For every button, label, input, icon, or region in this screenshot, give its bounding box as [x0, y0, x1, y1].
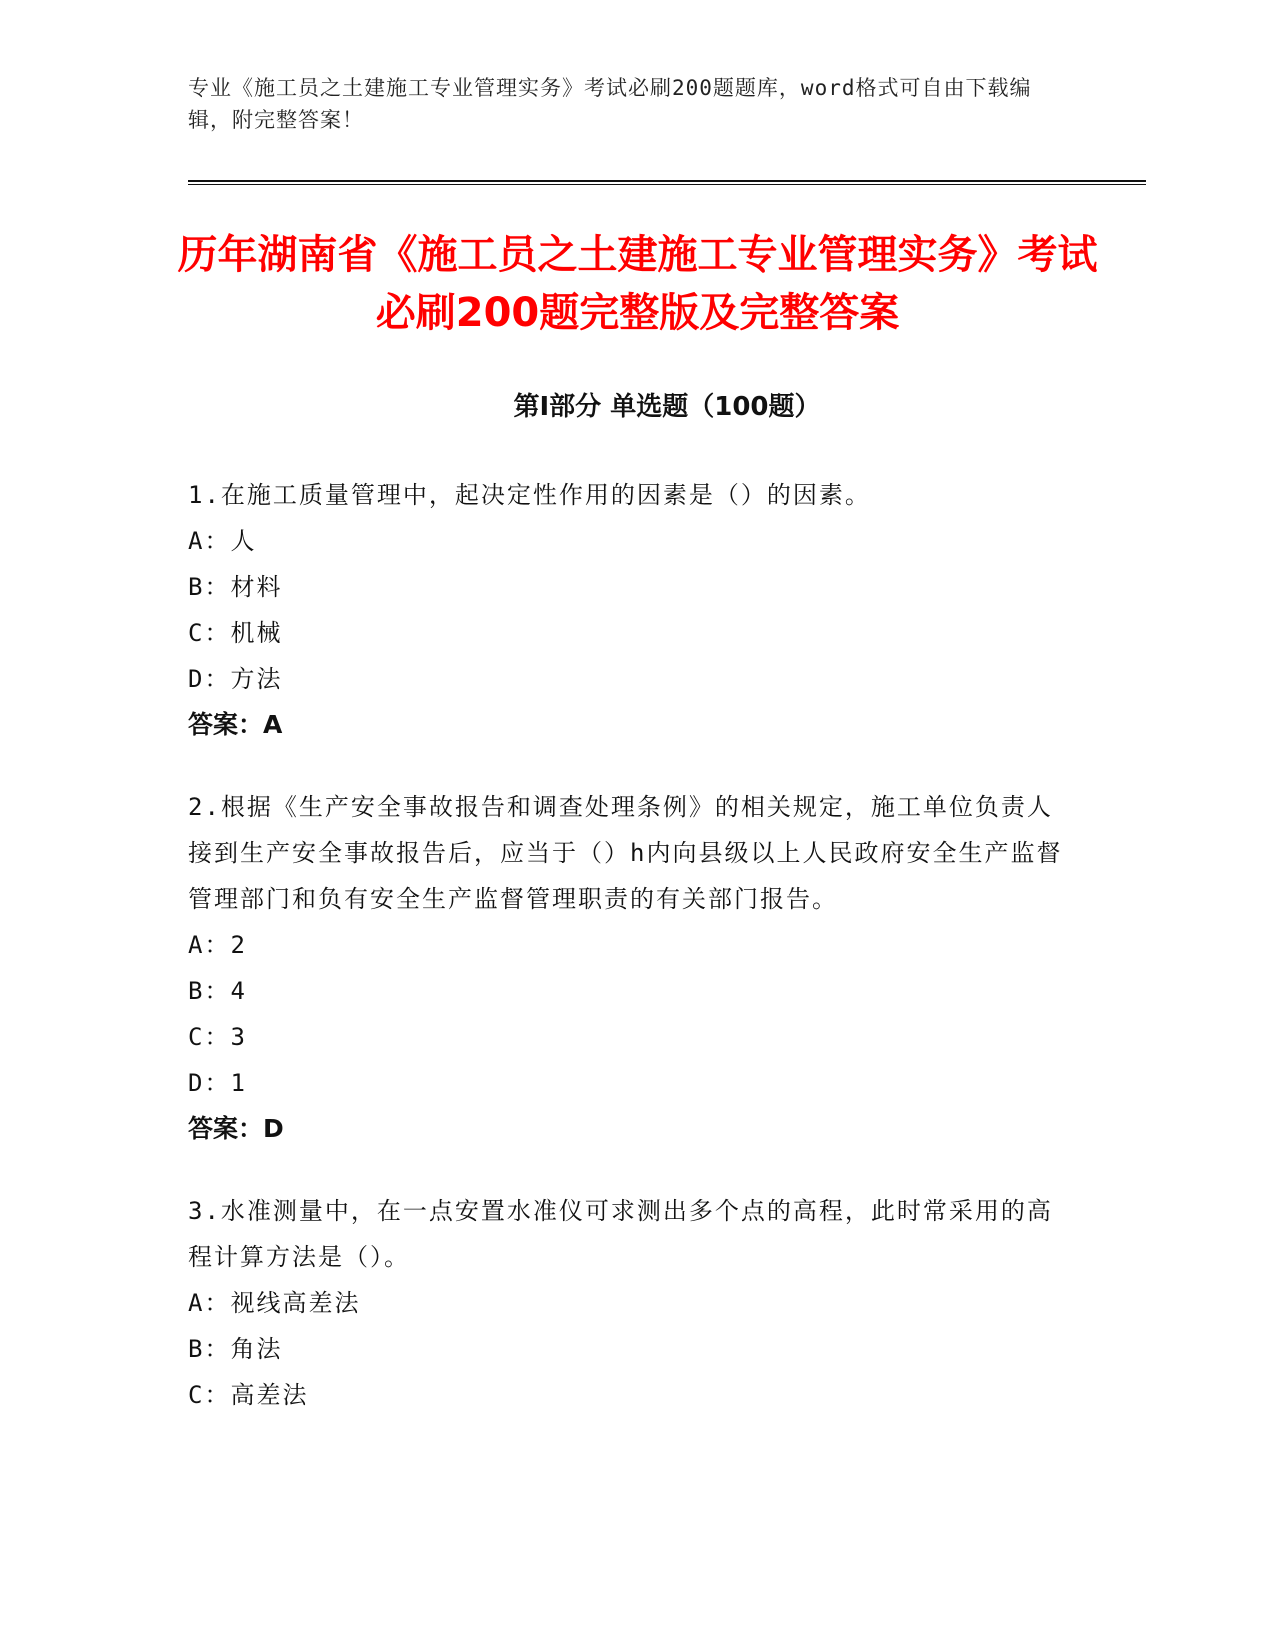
option-d: D：方法 — [188, 665, 283, 693]
header-rule-top — [188, 180, 1146, 182]
option-a: A：2 — [188, 931, 247, 959]
option-b: B：4 — [188, 977, 247, 1005]
answer: 答案：D — [188, 1114, 284, 1143]
question-stem: 1.在施工质量管理中，起决定性作用的因素是（）的因素。 — [188, 481, 871, 509]
option-a: A：人 — [188, 527, 257, 555]
document-title: 历年湖南省《施工员之土建施工专业管理实务》考试必刷200题完整版及完整答案 — [177, 232, 1098, 336]
option-b: B：材料 — [188, 573, 283, 601]
answer: 答案：A — [188, 710, 283, 739]
header-note: 专业《施工员之土建施工专业管理实务》考试必刷200题题库，word格式可自由下载编辑，附完整答案！ — [188, 76, 1032, 132]
question-stem: 3.水准测量中，在一点安置水准仪可求测出多个点的高程，此时常采用的高程计算方法是（）。 — [188, 1197, 1053, 1271]
option-c: C：3 — [188, 1023, 247, 1051]
option-c: C：高差法 — [188, 1381, 309, 1409]
question-3 — [188, 1188, 1068, 1418]
option-c: C：机械 — [188, 619, 283, 647]
header-rule-bottom — [188, 184, 1146, 185]
question-stem: 2.根据《生产安全事故报告和调查处理条例》的相关规定，施工单位负责人接到生产安全事故报告后，应当于（）h内向县级以上人民政府安全生产监督管理部门和负有安全生产监督管理职责的有关部门报告。 — [188, 793, 1063, 913]
question-2 — [188, 784, 1068, 1152]
option-b: B：角法 — [188, 1335, 283, 1363]
question-1 — [188, 472, 1068, 748]
option-d: D：1 — [188, 1069, 247, 1097]
section-title: 第Ⅰ部分 单选题（100题） — [513, 392, 821, 422]
option-a: A：视线高差法 — [188, 1289, 361, 1317]
question-list — [188, 472, 1068, 1454]
